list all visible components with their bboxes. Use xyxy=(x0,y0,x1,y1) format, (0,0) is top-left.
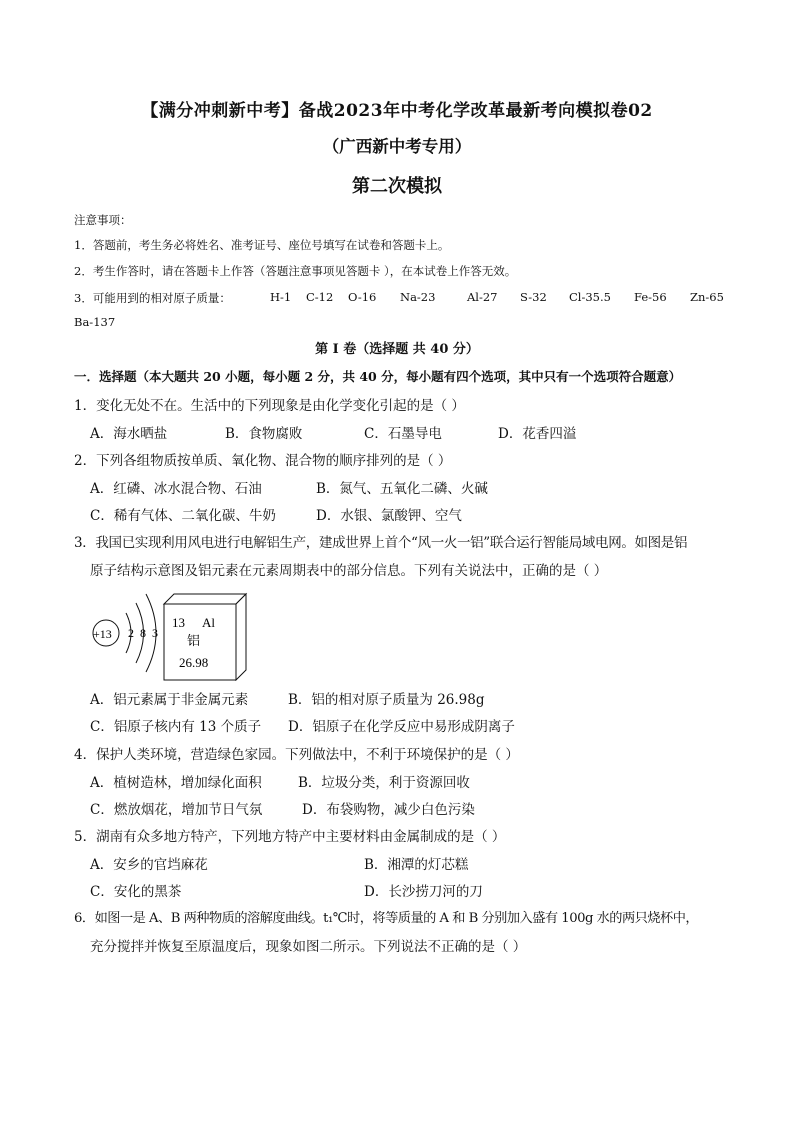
atomic-mass-zn: Zn-65 xyxy=(690,290,724,304)
q1-option-b: B．食物腐败 xyxy=(225,426,303,442)
question-4-stem: 4．保护人类环境，营造绿色家园。下列做法中，不利于环境保护的是（ ） xyxy=(74,747,519,763)
q5-option-c: C．安化的黑茶 xyxy=(90,884,182,900)
q5-option-d: D．长沙捞刀河的刀 xyxy=(364,884,483,900)
q3-option-d: D．铝原子在化学反应中易形成阴离子 xyxy=(288,719,515,735)
question-2-stem: 2．下列各组物质按单质、氧化物、混合物的顺序排列的是（ ） xyxy=(74,453,452,469)
element-name: 铝 xyxy=(187,634,201,649)
q5-option-a: A．安乡的官垱麻花 xyxy=(90,857,208,873)
atomic-mass-h: H-1 xyxy=(270,290,292,304)
q4-option-a: A．植树造林，增加绿化面积 xyxy=(90,775,262,791)
question-3-stem-line2: 原子结构示意图及铝元素在元素周期表中的部分信息。下列有关说法中，正确的是（ ） xyxy=(90,563,608,579)
note-item-3: 3．可能用到的相对原子质量： xyxy=(74,291,231,305)
q1-option-c: C．石墨导电 xyxy=(364,426,442,442)
shell-electrons-2: 8 xyxy=(140,626,146,640)
q3-option-c: C．铝原子核内有 13 个质子 xyxy=(90,719,262,735)
atomic-mass-cl: Cl-35.5 xyxy=(569,290,611,304)
nucleus-charge: +13 xyxy=(93,627,112,641)
exam-subtitle: （广西新中考专用） xyxy=(322,137,472,156)
part-title: 第 I 卷（选择题 共 40 分） xyxy=(315,342,479,357)
q4-option-b: B．垃圾分类，利于资源回收 xyxy=(298,775,470,791)
atomic-mass-c: C-12 xyxy=(306,290,334,304)
question-5-stem: 5．湖南有众多地方特产，下列地方特产中主要材料由金属制成的是（ ） xyxy=(74,829,506,845)
q3-option-b: B．铝的相对原子质量为 26.98g xyxy=(288,692,485,708)
q1-option-d: D．花香四溢 xyxy=(498,426,577,442)
exam-title: 【满分冲刺新中考】备战2023年中考化学改革最新考向模拟卷02 xyxy=(141,101,653,121)
question-1-stem: 1．变化无处不在。生活中的下列现象是由化学变化引起的是（ ） xyxy=(74,398,465,414)
q3-option-a: A．铝元素属于非金属元素 xyxy=(90,692,249,708)
question-6-stem-line2: 充分搅拌并恢复至原温度后，现象如图二所示。下列说法不正确的是（ ） xyxy=(90,939,527,955)
note-item-1: 1．答题前，考生务必将姓名、准考证号、座位号填写在试卷和答题卡上。 xyxy=(74,238,450,252)
question-6-stem-line1: 6．如图一是 A、B 两种物质的溶解度曲线。t₁℃时，将等质量的 A 和 B 分别加入盛有 100g 水的两只烧杯中， xyxy=(74,911,699,926)
q2-option-d: D．水银、氯酸钾、空气 xyxy=(316,508,462,524)
notes-heading: 注意事项： xyxy=(74,213,132,227)
question-3-stem-line1: 3．我国已实现利用风电进行电解铝生产，建成世界上首个“风一火一铝”联合运行智能局域电网。如图是铝 xyxy=(74,535,688,551)
note-item-2: 2．考生作答时，请在答题卡上作答（答题注意事项见答题卡 ），在本试卷上作答无效。 xyxy=(74,264,517,278)
atomic-mass-o: O-16 xyxy=(348,290,377,304)
q4-option-c: C．燃放烟花，增加节日气氛 xyxy=(90,802,263,818)
atomic-mass-fe: Fe-56 xyxy=(634,290,667,304)
atomic-mass-ba: Ba-137 xyxy=(74,315,116,329)
q2-option-b: B．氮气、五氧化二磷、火碱 xyxy=(316,481,488,497)
relative-atomic-mass: 26.98 xyxy=(179,655,209,670)
q2-option-c: C．稀有气体、二氧化碳、牛奶 xyxy=(90,508,276,524)
element-box-top xyxy=(164,594,246,604)
atomic-mass-na: Na-23 xyxy=(400,290,436,304)
atomic-number: 13 xyxy=(172,615,185,630)
atomic-mass-s: S-32 xyxy=(520,290,547,304)
exam-round: 第二次模拟 xyxy=(352,176,442,197)
q5-option-b: B．湘潭的灯芯糕 xyxy=(364,857,469,873)
element-box-side xyxy=(236,594,246,680)
element-symbol: Al xyxy=(202,615,215,630)
shell-electrons-1: 2 xyxy=(128,626,134,640)
q1-option-a: A．海水晒盐 xyxy=(90,426,168,442)
section-instruction: 一．选择题（本大题共 20 小题，每小题 2 分，共 40 分，每小题有四个选项，其中只有一个选项符合题意） xyxy=(74,369,682,384)
shell-electrons-3: 3 xyxy=(152,626,158,640)
aluminum-structure-diagram xyxy=(88,586,258,681)
q2-option-a: A．红磷、冰水混合物、石油 xyxy=(90,481,262,497)
q4-option-d: D．布袋购物，减少白色污染 xyxy=(302,802,475,818)
atomic-mass-al: Al-27 xyxy=(467,290,498,304)
